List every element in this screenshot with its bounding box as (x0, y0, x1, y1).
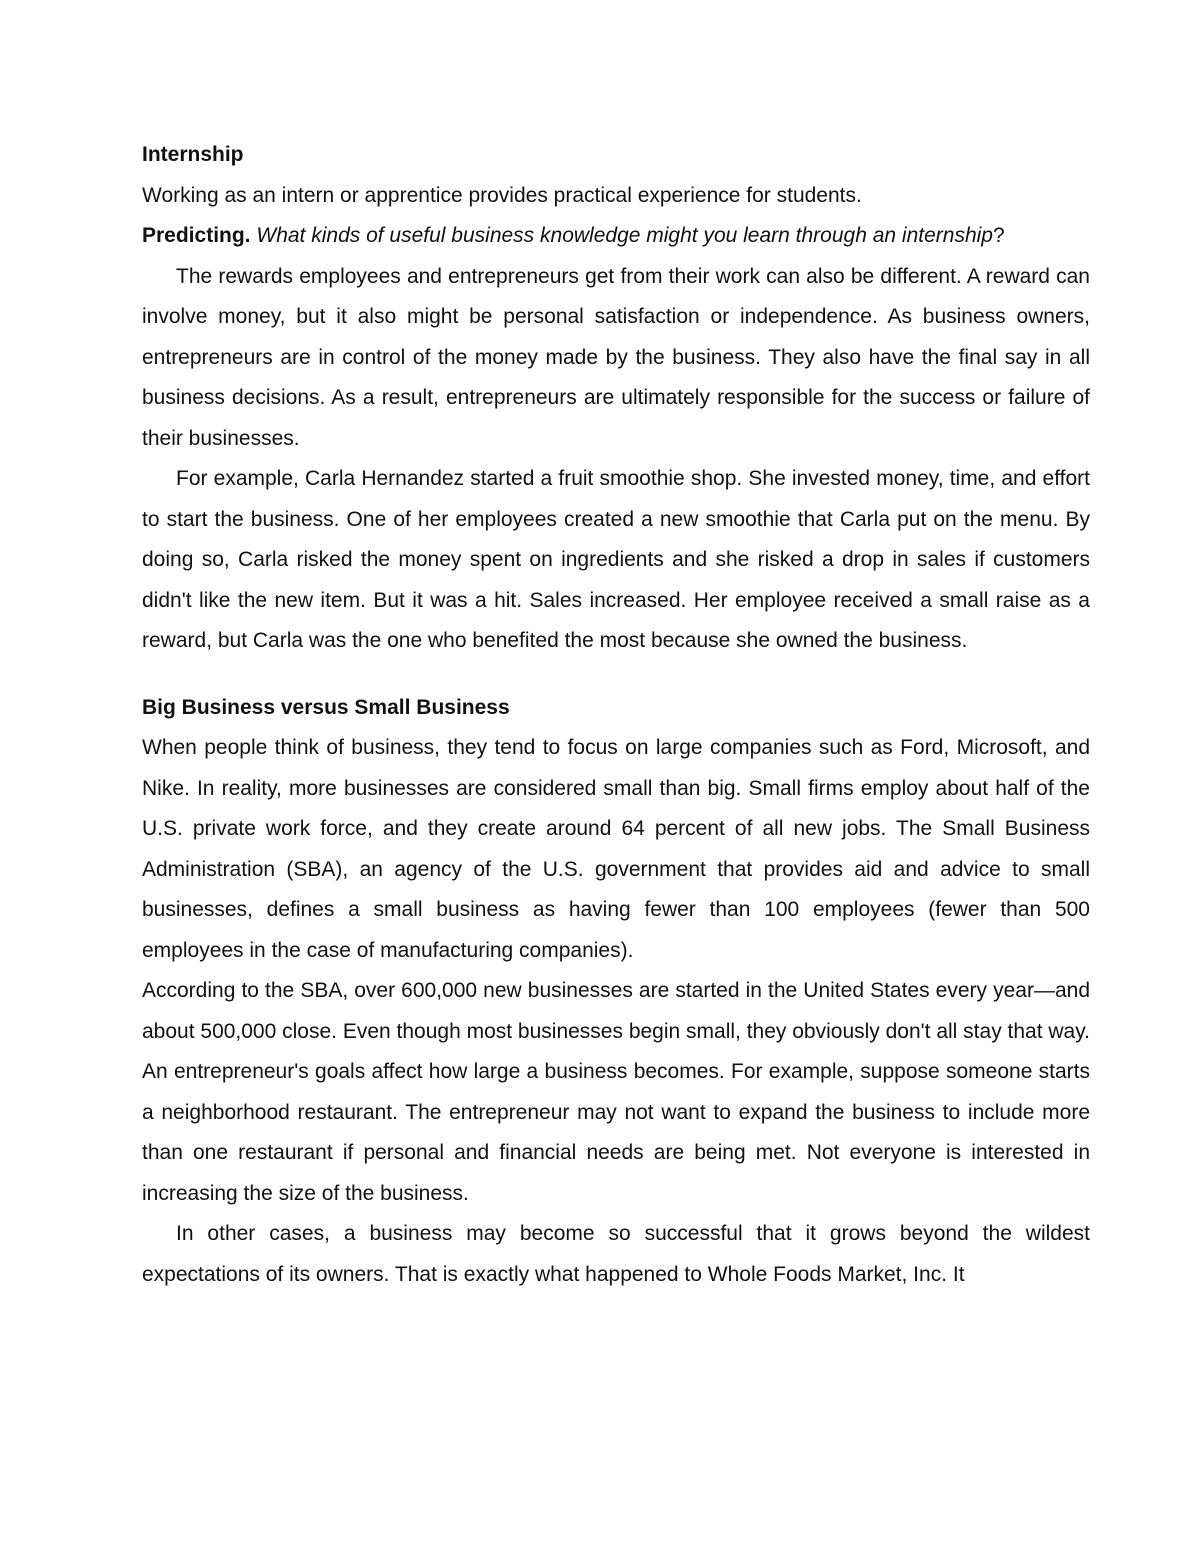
predicting-label: Predicting. (142, 224, 251, 247)
example-paragraph: For example, Carla Hernandez started a fruit smoothie shop. She invested money, time, and effort to start the business. One of her employees created a new smoothie that Carla put on the menu. By doing so, Carla risked the money spent on ingredients and she risked a drop in sales if customers didn't like the new item. But it was a hit. Sales increased. Her employee received a small raise as a reward, but Carla was the one who benefited the most because she owned the business. (142, 467, 1090, 652)
big-small-heading: Big Business versus Small Business (142, 695, 510, 719)
predicting-question: What kinds of useful business knowledge might you learn through an internship (256, 224, 993, 247)
document-page (142, 135, 1090, 1295)
predicting-prompt (142, 216, 1090, 257)
big-small-paragraph-1: When people think of business, they tend to focus on large companies such as Ford, Microsoft, and Nike. In reality, more businesses are considered small than big. Small firms employ about half of the U.S. private work force, and they create around 64 percent of all new jobs. The Small Business Administration (SBA), an agency of the U.S. government that provides aid and advice to small businesses, defines a small business as having fewer than 100 employees (fewer than 500 employees in the case of manufacturing companies). (142, 736, 1090, 962)
predicting-question-mark: ? (992, 224, 1005, 247)
rewards-paragraph: The rewards employees and entrepreneurs get from their work can also be different. A reward can involve money, but it also might be personal satisfaction or independence. As business owners, entrepreneurs are in control of the money made by the business. They also have the final say in all business decisions. As a result, entrepreneurs are ultimately responsible for the success or failure of their businesses. (142, 264, 1090, 450)
big-small-paragraph-3: In other cases, a business may become so successful that it grows beyond the wildest expectations of its owners. That is exactly what happened to Whole Foods Market, Inc. It (142, 1222, 1090, 1286)
big-small-paragraph-2: According to the SBA, over 600,000 new businesses are started in the United States every year—and about 500,000 close. Even though most businesses begin small, they obviously don't all stay that way. An entrepreneur's goals affect how large a business becomes. For example, suppose someone starts a neighborhood restaurant. The entrepreneur may not want to expand the business to include more than one restaurant if personal and financial needs are being met. Not everyone is interested in increasing the size of the business. (142, 979, 1091, 1205)
internship-intro: Working as an intern or apprentice provides practical experience for students. (142, 183, 862, 207)
section-gap (142, 662, 1090, 688)
internship-heading: Internship (142, 143, 244, 166)
